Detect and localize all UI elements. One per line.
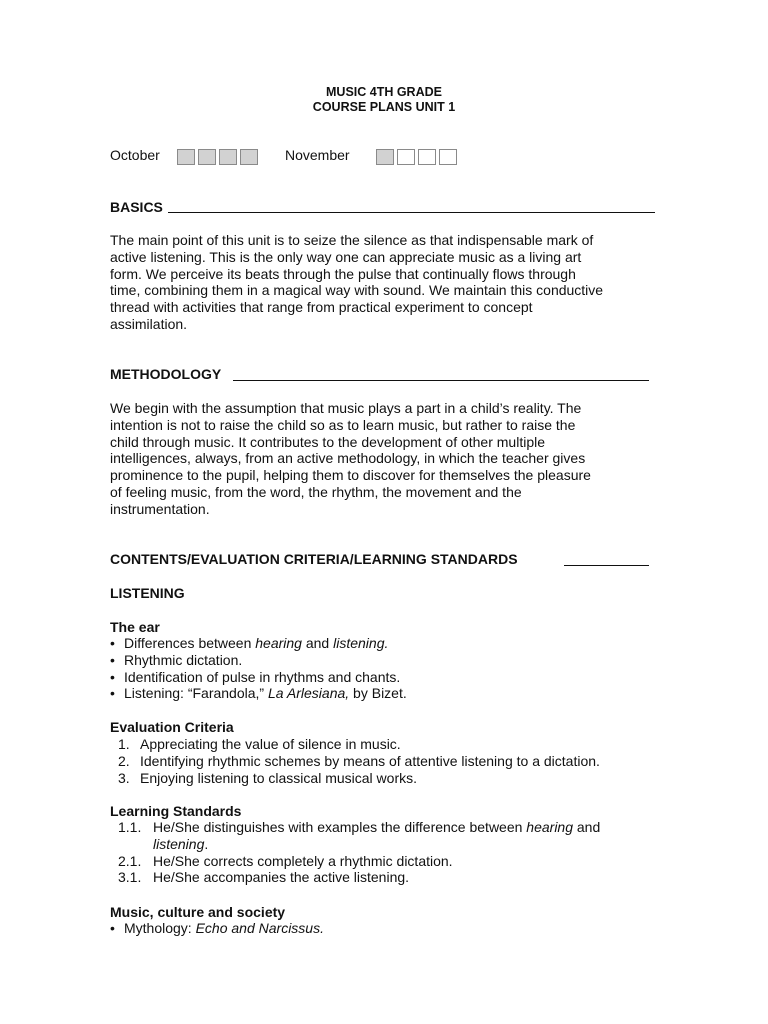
document-title [110, 85, 658, 115]
november-week-boxes [376, 149, 457, 165]
list-item: 2. Identifying rhythmic schemes by means of attentive listening to a dictation. [118, 752, 600, 769]
learning-standards-list [110, 819, 655, 886]
list-item: 3. Enjoying listening to classical musical works. [118, 769, 417, 786]
list-item: • Differences between hearing and listening. [110, 635, 389, 651]
basics-heading-rule [168, 212, 655, 213]
week-box [198, 149, 216, 165]
list-item: • Identification of pulse in rhythms and chants. [110, 668, 401, 685]
month-label-november: November [285, 147, 350, 163]
music-culture-society-subheading: Music, culture and society [110, 904, 286, 920]
list-item: 2.1. He/She corrects completely a rhythmic dictation. [118, 852, 453, 869]
schedule-months [110, 147, 660, 167]
listening-heading: LISTENING [110, 585, 185, 601]
contents-heading: CONTENTS/EVALUATION CRITERIA/LEARNING STANDARDS [110, 551, 518, 567]
month-label-october: October [110, 147, 160, 163]
week-box [418, 149, 436, 165]
evaluation-criteria-list [110, 736, 670, 786]
basics-heading: BASICS [110, 199, 163, 215]
contents-heading-rule [564, 565, 649, 566]
methodology-paragraph: We begin with the assumption that music plays a part in a child’s reality. The intention is not to raise the child so as to learn music, but rather to raise the child through music. It contributes to the development of other multiple intelligences, always, from an active methodology, in which the teacher gives prominence to the pupil, helping them to discover for themselves the pleasure of feeling music, from the word, the rhythm, the movement and the instrumentation. [110, 400, 591, 517]
list-item: • Mythology: Echo and Narcissus. [110, 920, 324, 936]
bullet-mark: • [110, 635, 115, 651]
bullet-mark: • [110, 651, 115, 668]
list-item: 1.1. He/She distinguishes with examples the difference between hearing and listening. [118, 819, 601, 852]
basics-paragraph: The main point of this unit is to seize the silence as that indispensable mark of active listening. This is the only way one can appreciate music as a living art form. We perceive its beats through the pulse that continually flows through time, combining them in a magical way with sound. We maintain this conductive thread with activities that range from practical experiment to concept assimilation. [110, 232, 604, 332]
week-box [397, 149, 415, 165]
title-line-1: MUSIC 4TH GRADE [326, 85, 442, 99]
evaluation-criteria-subheading: Evaluation Criteria [110, 719, 234, 735]
list-item: • Listening: “Farandola,” La Arlesiana, by Bizet. [110, 685, 407, 702]
week-box [439, 149, 457, 165]
bullet-mark: • [110, 685, 115, 702]
learning-standards-subheading: Learning Standards [110, 803, 242, 819]
ear-subheading: The ear [110, 619, 160, 635]
week-box [376, 149, 394, 165]
week-box [240, 149, 258, 165]
week-box [219, 149, 237, 165]
list-item: 1. Appreciating the value of silence in music. [118, 736, 401, 752]
ear-list [110, 635, 670, 702]
music-culture-list [110, 920, 670, 937]
bullet-mark: • [110, 668, 115, 685]
october-week-boxes [177, 149, 258, 165]
title-line-2: COURSE PLANS UNIT 1 [312, 100, 456, 114]
bullet-mark: • [110, 920, 115, 936]
methodology-heading: METHODOLOGY [110, 366, 222, 382]
week-box [177, 149, 195, 165]
list-item: • Rhythmic dictation. [110, 651, 243, 668]
methodology-heading-rule [233, 380, 649, 381]
list-item: 3.1. He/She accompanies the active listening. [118, 869, 410, 886]
